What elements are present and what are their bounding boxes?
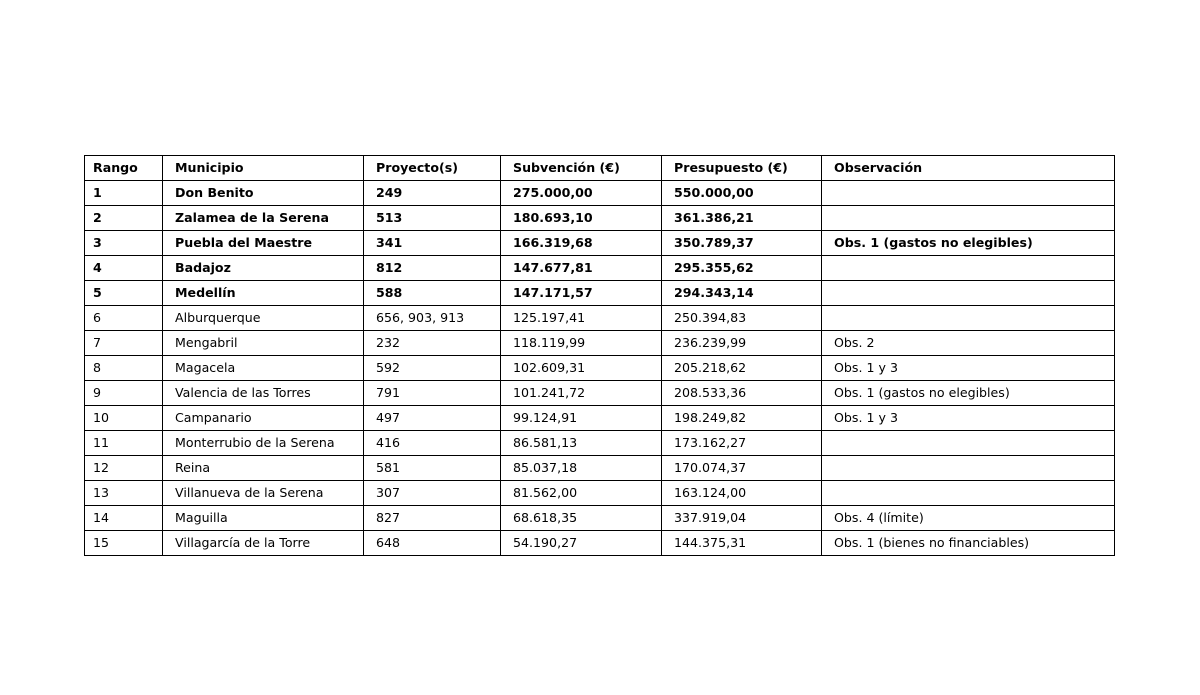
cell-subvencion: 99.124,91 (501, 406, 662, 431)
column-header-observacion: Observación (822, 156, 1115, 181)
table-row (85, 231, 1115, 256)
cell-presupuesto: 250.394,83 (662, 306, 822, 331)
cell-subvencion: 180.693,10 (501, 206, 662, 231)
cell-presupuesto: 170.074,37 (662, 456, 822, 481)
cell-observacion (822, 431, 1115, 456)
cell-proyectos: 588 (364, 281, 501, 306)
cell-subvencion: 81.562,00 (501, 481, 662, 506)
cell-observacion: Obs. 1 y 3 (822, 356, 1115, 381)
cell-subvencion: 166.319,68 (501, 231, 662, 256)
cell-subvencion: 86.581,13 (501, 431, 662, 456)
column-header-presupuesto: Presupuesto (€) (662, 156, 822, 181)
cell-municipio: Magacela (163, 356, 364, 381)
cell-rango: 8 (85, 356, 163, 381)
cell-presupuesto: 294.343,14 (662, 281, 822, 306)
cell-municipio: Villanueva de la Serena (163, 481, 364, 506)
cell-presupuesto: 350.789,37 (662, 231, 822, 256)
cell-rango: 5 (85, 281, 163, 306)
table-row (85, 506, 1115, 531)
cell-municipio: Reina (163, 456, 364, 481)
cell-subvencion: 101.241,72 (501, 381, 662, 406)
cell-subvencion: 102.609,31 (501, 356, 662, 381)
cell-rango: 6 (85, 306, 163, 331)
table-row (85, 456, 1115, 481)
cell-rango: 3 (85, 231, 163, 256)
cell-proyectos: 656, 903, 913 (364, 306, 501, 331)
cell-presupuesto: 173.162,27 (662, 431, 822, 456)
cell-presupuesto: 205.218,62 (662, 356, 822, 381)
table-row (85, 256, 1115, 281)
table-row (85, 431, 1115, 456)
cell-subvencion: 275.000,00 (501, 181, 662, 206)
cell-rango: 14 (85, 506, 163, 531)
cell-proyectos: 232 (364, 331, 501, 356)
cell-rango: 1 (85, 181, 163, 206)
cell-municipio: Alburquerque (163, 306, 364, 331)
cell-observacion: Obs. 1 (bienes no financiables) (822, 531, 1115, 556)
cell-rango: 12 (85, 456, 163, 481)
cell-rango: 13 (85, 481, 163, 506)
cell-proyectos: 341 (364, 231, 501, 256)
cell-rango: 15 (85, 531, 163, 556)
ranking-table-container (84, 155, 1114, 556)
table-row (85, 306, 1115, 331)
table-header-row (85, 156, 1115, 181)
column-header-rango: Rango (85, 156, 163, 181)
cell-rango: 2 (85, 206, 163, 231)
cell-proyectos: 581 (364, 456, 501, 481)
cell-municipio: Valencia de las Torres (163, 381, 364, 406)
cell-presupuesto: 337.919,04 (662, 506, 822, 531)
cell-proyectos: 497 (364, 406, 501, 431)
table-body (85, 181, 1115, 556)
cell-municipio: Monterrubio de la Serena (163, 431, 364, 456)
table-row (85, 331, 1115, 356)
cell-presupuesto: 198.249,82 (662, 406, 822, 431)
cell-rango: 9 (85, 381, 163, 406)
cell-municipio: Don Benito (163, 181, 364, 206)
cell-observacion: Obs. 4 (límite) (822, 506, 1115, 531)
cell-municipio: Badajoz (163, 256, 364, 281)
column-header-subvencion: Subvención (€) (501, 156, 662, 181)
cell-observacion (822, 256, 1115, 281)
cell-observacion: Obs. 1 y 3 (822, 406, 1115, 431)
table-row (85, 356, 1115, 381)
cell-observacion (822, 306, 1115, 331)
cell-presupuesto: 163.124,00 (662, 481, 822, 506)
table-row (85, 406, 1115, 431)
table-row (85, 481, 1115, 506)
cell-observacion: Obs. 2 (822, 331, 1115, 356)
cell-municipio: Mengabril (163, 331, 364, 356)
cell-proyectos: 812 (364, 256, 501, 281)
column-header-proyectos: Proyecto(s) (364, 156, 501, 181)
cell-observacion: Obs. 1 (gastos no elegibles) (822, 231, 1115, 256)
cell-presupuesto: 144.375,31 (662, 531, 822, 556)
cell-proyectos: 416 (364, 431, 501, 456)
cell-observacion: Obs. 1 (gastos no elegibles) (822, 381, 1115, 406)
cell-rango: 11 (85, 431, 163, 456)
cell-presupuesto: 361.386,21 (662, 206, 822, 231)
cell-observacion (822, 281, 1115, 306)
cell-rango: 10 (85, 406, 163, 431)
ranking-table (84, 155, 1115, 556)
cell-subvencion: 118.119,99 (501, 331, 662, 356)
cell-observacion (822, 181, 1115, 206)
cell-subvencion: 85.037,18 (501, 456, 662, 481)
cell-proyectos: 791 (364, 381, 501, 406)
cell-observacion (822, 481, 1115, 506)
cell-municipio: Villagarcía de la Torre (163, 531, 364, 556)
cell-presupuesto: 236.239,99 (662, 331, 822, 356)
cell-rango: 4 (85, 256, 163, 281)
cell-proyectos: 648 (364, 531, 501, 556)
cell-presupuesto: 550.000,00 (662, 181, 822, 206)
column-header-municipio: Municipio (163, 156, 364, 181)
cell-municipio: Medellín (163, 281, 364, 306)
cell-observacion (822, 456, 1115, 481)
cell-presupuesto: 208.533,36 (662, 381, 822, 406)
table-header (85, 156, 1115, 181)
cell-municipio: Campanario (163, 406, 364, 431)
cell-observacion (822, 206, 1115, 231)
cell-rango: 7 (85, 331, 163, 356)
cell-proyectos: 827 (364, 506, 501, 531)
table-row (85, 181, 1115, 206)
table-row (85, 206, 1115, 231)
cell-proyectos: 307 (364, 481, 501, 506)
cell-presupuesto: 295.355,62 (662, 256, 822, 281)
cell-proyectos: 592 (364, 356, 501, 381)
cell-municipio: Zalamea de la Serena (163, 206, 364, 231)
table-row (85, 281, 1115, 306)
cell-subvencion: 68.618,35 (501, 506, 662, 531)
cell-subvencion: 147.171,57 (501, 281, 662, 306)
cell-proyectos: 513 (364, 206, 501, 231)
cell-proyectos: 249 (364, 181, 501, 206)
cell-municipio: Puebla del Maestre (163, 231, 364, 256)
table-row (85, 381, 1115, 406)
cell-subvencion: 125.197,41 (501, 306, 662, 331)
cell-subvencion: 54.190,27 (501, 531, 662, 556)
table-row (85, 531, 1115, 556)
cell-municipio: Maguilla (163, 506, 364, 531)
cell-subvencion: 147.677,81 (501, 256, 662, 281)
